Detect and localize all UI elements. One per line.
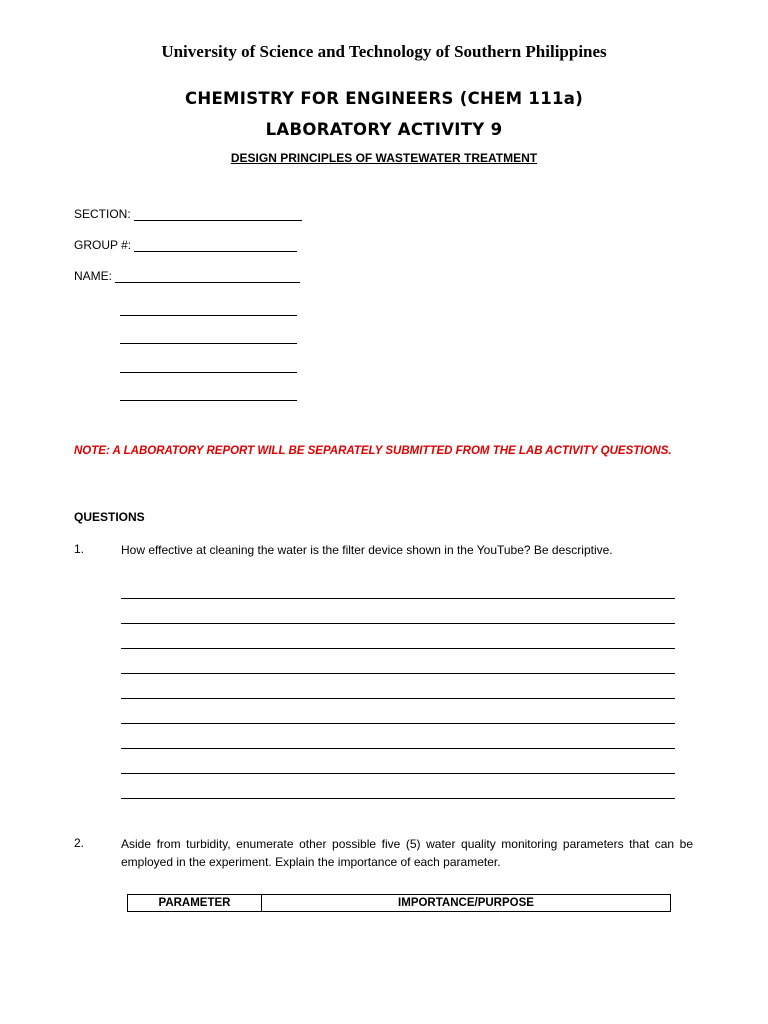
answer-line[interactable] bbox=[121, 598, 675, 599]
answer-line[interactable] bbox=[121, 773, 675, 774]
member-name-line[interactable] bbox=[120, 343, 297, 344]
member-name-line[interactable] bbox=[120, 372, 297, 373]
name-blank[interactable] bbox=[115, 271, 300, 283]
name-field bbox=[74, 269, 300, 283]
activity-subtitle bbox=[0, 151, 768, 165]
questions-heading: QUESTIONS bbox=[74, 510, 145, 524]
name-label: NAME: bbox=[74, 269, 113, 283]
parameter-table bbox=[127, 894, 671, 912]
answer-line[interactable] bbox=[121, 648, 675, 649]
answer-line[interactable] bbox=[121, 698, 675, 699]
section-field bbox=[74, 207, 302, 221]
report-note: NOTE: A LABORATORY REPORT WILL BE SEPARATELY SUBMITTED FROM THE LAB ACTIVITY QUESTIONS. bbox=[74, 445, 672, 457]
question-2-text: Aside from turbidity, enumerate other possible five (5) water quality monitoring parameters that can be employed in the experiment. Explain the importance of each parameter. bbox=[121, 837, 693, 869]
section-blank[interactable] bbox=[134, 209, 302, 221]
group-field bbox=[74, 238, 297, 252]
answer-line[interactable] bbox=[121, 723, 675, 724]
group-label: GROUP #: bbox=[74, 238, 132, 252]
answer-line[interactable] bbox=[121, 623, 675, 624]
answer-line[interactable] bbox=[121, 673, 675, 674]
question-1-number: 1. bbox=[74, 542, 85, 556]
activity-title: LABORATORY ACTIVITY 9 bbox=[265, 120, 503, 139]
importance-column-header: IMPORTANCE/PURPOSE bbox=[262, 895, 671, 912]
section-label: SECTION: bbox=[74, 207, 131, 221]
subtitle-text: DESIGN PRINCIPLES OF WASTEWATER TREATMENT bbox=[230, 151, 538, 165]
group-blank[interactable] bbox=[134, 240, 297, 252]
member-name-line[interactable] bbox=[120, 315, 297, 316]
answer-line[interactable] bbox=[121, 798, 675, 799]
parameter-column-header: PARAMETER bbox=[128, 895, 262, 912]
member-name-line[interactable] bbox=[120, 400, 297, 401]
question-1-text: How effective at cleaning the water is the filter device shown in the YouTube? Be descriptive. bbox=[121, 543, 613, 557]
university-name: University of Science and Technology of Southern Philippines bbox=[161, 42, 607, 61]
answer-line[interactable] bbox=[121, 748, 675, 749]
course-title: CHEMISTRY FOR ENGINEERS (CHEM 111a) bbox=[184, 89, 584, 108]
table-header-row bbox=[128, 895, 671, 912]
question-2-number: 2. bbox=[74, 836, 85, 850]
